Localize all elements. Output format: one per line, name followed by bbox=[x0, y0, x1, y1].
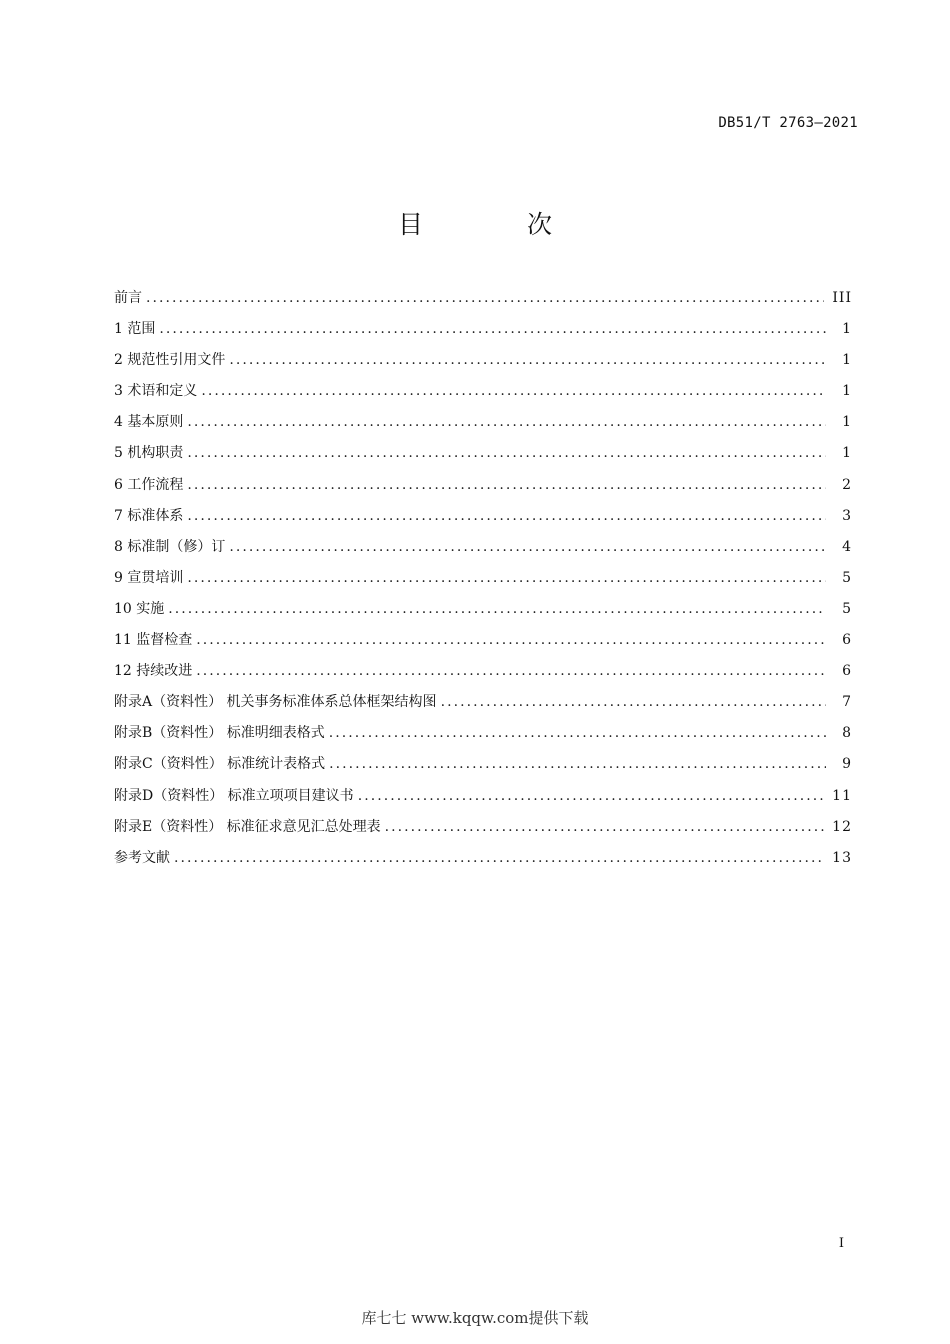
toc-entry-scope[interactable] bbox=[114, 318, 852, 349]
toc-entry-implementation[interactable] bbox=[114, 598, 852, 629]
toc-entry-page: 8 bbox=[842, 725, 852, 742]
toc-leader-dots bbox=[187, 567, 826, 589]
toc-entry-label: 附录A（资料性） 机关事务标准体系总体框架结构图 bbox=[114, 694, 437, 711]
toc-entry-page: III bbox=[832, 290, 852, 306]
toc-entry-label: 1 范围 bbox=[114, 321, 156, 338]
toc-entry-label: 8 标准制（修）订 bbox=[114, 538, 226, 555]
toc-entry-label: 4 基本原则 bbox=[114, 414, 184, 431]
toc-entry-page: 11 bbox=[832, 787, 852, 804]
toc-entry-label: 6 工作流程 bbox=[114, 476, 184, 493]
toc-leader-dots bbox=[201, 380, 826, 402]
toc-leader-dots bbox=[196, 660, 826, 682]
page-number: I bbox=[838, 1236, 844, 1251]
toc-entry-page: 6 bbox=[842, 632, 852, 649]
toc-entry-label: 前言 bbox=[114, 290, 142, 306]
toc-leader-dots bbox=[385, 816, 825, 838]
toc-entry-page: 1 bbox=[842, 414, 852, 431]
toc-leader-dots bbox=[187, 505, 826, 527]
toc-entry-appendix-b[interactable] bbox=[114, 722, 852, 753]
toc-entry-page: 13 bbox=[832, 849, 852, 866]
toc-entry-appendix-c[interactable] bbox=[114, 753, 852, 784]
toc-entry-label: 10 实施 bbox=[114, 600, 165, 617]
toc-leader-dots bbox=[229, 536, 826, 558]
toc-entry-label: 11 监督检查 bbox=[114, 632, 193, 649]
toc-entry-label: 附录D（资料性） 标准立项项目建议书 bbox=[114, 787, 354, 804]
toc-entry-page: 1 bbox=[842, 445, 852, 462]
toc-entry-label: 7 标准体系 bbox=[114, 507, 184, 524]
toc-entry-page: 1 bbox=[842, 321, 852, 338]
toc-leader-dots bbox=[358, 785, 824, 807]
document-code: DB51/T 2763—2021 bbox=[718, 115, 858, 131]
download-watermark: 库七七 www.kqqw.com提供下载 bbox=[361, 1309, 589, 1327]
toc-entry-page: 1 bbox=[842, 352, 852, 369]
toc-leader-dots bbox=[329, 753, 826, 775]
toc-entry-label: 3 术语和定义 bbox=[114, 383, 198, 400]
toc-entry-appendix-e[interactable] bbox=[114, 816, 852, 847]
toc-entry-bibliography[interactable] bbox=[114, 847, 852, 878]
toc-entry-standard-system[interactable] bbox=[114, 505, 852, 536]
toc-entry-normative-references[interactable] bbox=[114, 349, 852, 380]
toc-entry-label: 2 规范性引用文件 bbox=[114, 352, 226, 369]
toc-entry-responsibilities[interactable] bbox=[114, 442, 852, 473]
toc-entry-label: 附录E（资料性） 标准征求意见汇总处理表 bbox=[114, 818, 381, 835]
toc-entry-improvement[interactable] bbox=[114, 660, 852, 691]
toc-leader-dots bbox=[146, 287, 824, 309]
toc-leader-dots bbox=[174, 847, 824, 869]
toc-entry-foreword[interactable] bbox=[114, 287, 852, 318]
toc-entry-supervision[interactable] bbox=[114, 629, 852, 660]
toc-entry-page: 2 bbox=[842, 476, 852, 493]
toc-entry-page: 12 bbox=[832, 818, 852, 835]
toc-leader-dots bbox=[196, 629, 826, 651]
table-of-contents bbox=[114, 287, 852, 878]
toc-entry-page: 9 bbox=[842, 756, 852, 773]
toc-entry-page: 3 bbox=[842, 507, 852, 524]
toc-leader-dots bbox=[187, 474, 826, 496]
page-title: 目 次 bbox=[398, 210, 600, 239]
toc-entry-appendix-d[interactable] bbox=[114, 785, 852, 816]
toc-leader-dots bbox=[187, 411, 826, 433]
toc-leader-dots bbox=[168, 598, 826, 620]
toc-entry-page: 5 bbox=[842, 569, 852, 586]
toc-leader-dots bbox=[329, 722, 826, 744]
toc-entry-page: 4 bbox=[842, 538, 852, 555]
toc-entry-label: 参考文献 bbox=[114, 849, 170, 866]
toc-entry-label: 12 持续改进 bbox=[114, 663, 193, 680]
toc-leader-dots bbox=[187, 442, 826, 464]
toc-leader-dots bbox=[441, 691, 826, 713]
toc-leader-dots bbox=[229, 349, 826, 371]
toc-entry-label: 附录C（资料性） 标准统计表格式 bbox=[114, 756, 326, 773]
toc-entry-label: 附录B（资料性） 标准明细表格式 bbox=[114, 725, 325, 742]
toc-leader-dots bbox=[159, 318, 826, 340]
toc-entry-page: 7 bbox=[842, 694, 852, 711]
toc-entry-workflow[interactable] bbox=[114, 474, 852, 505]
toc-entry-terms-definitions[interactable] bbox=[114, 380, 852, 411]
toc-entry-basic-principles[interactable] bbox=[114, 411, 852, 442]
toc-entry-page: 6 bbox=[842, 663, 852, 680]
toc-entry-page: 1 bbox=[842, 383, 852, 400]
toc-entry-label: 9 宣贯培训 bbox=[114, 569, 184, 586]
toc-entry-standard-revision[interactable] bbox=[114, 536, 852, 567]
toc-entry-training[interactable] bbox=[114, 567, 852, 598]
toc-entry-label: 5 机构职责 bbox=[114, 445, 184, 462]
toc-entry-page: 5 bbox=[842, 600, 852, 617]
toc-entry-appendix-a[interactable] bbox=[114, 691, 852, 722]
